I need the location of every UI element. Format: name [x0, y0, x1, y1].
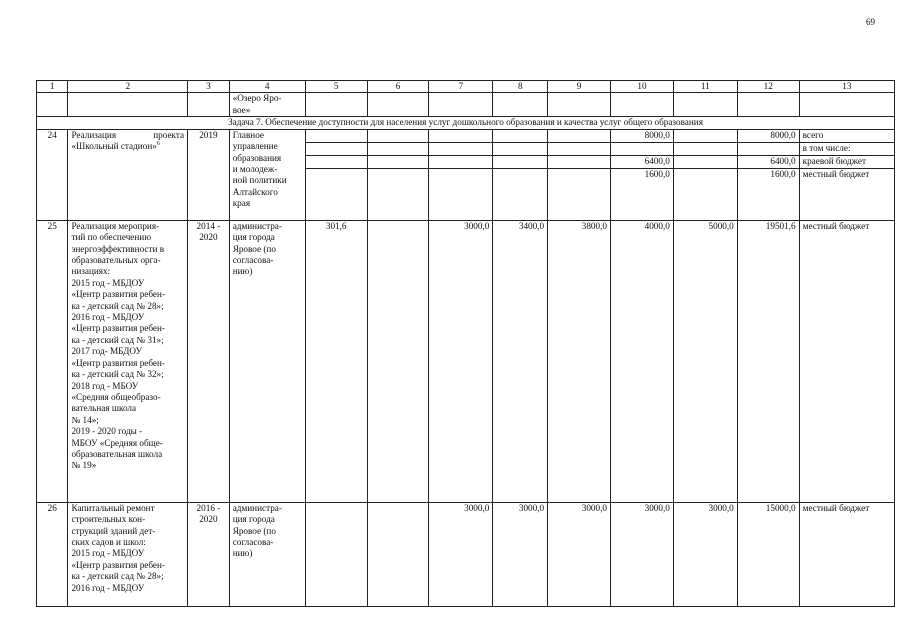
column-number: 1	[37, 81, 68, 93]
amount-cell: 3800,0	[548, 220, 611, 502]
executor-cell: администра- ция города Яровое (по согласова- нию)	[229, 502, 305, 606]
column-number: 11	[673, 81, 737, 93]
amount-cell: 3000,0	[611, 502, 674, 606]
amount-cell: 3400,0	[493, 220, 548, 502]
measure-name	[68, 129, 188, 220]
row-number: 24	[37, 129, 68, 220]
executor-cell: Главное управление образования и молодеж- ной политики Алтайского края	[229, 129, 305, 220]
amount-cell	[367, 220, 429, 502]
continuation-row	[37, 93, 895, 117]
executor-cell: «Озеро Яро- вое»	[229, 93, 305, 117]
total-cell: 19501,6	[737, 220, 799, 502]
measure-name: Реализация мероприя- тий по обеспечению энергоэффективности в образовательных орга- низациях: 2015 год - МБДОУ «Центр развития ребен- ка - детский сад № 28»; 2016 год - МБДОУ «Центр развития ребен- ка - детский сад № 31»; 2017 год- МБДОУ «Центр развития ребен- ка - детский сад № 32»; 2018 год - МБОУ «Средняя общеобразо- вательная школа № 14»; 2019 - 2020 годы - МБОУ «Средняя обще- образовательная школа № 19»	[68, 220, 188, 502]
column-number: 8	[493, 81, 548, 93]
column-number: 4	[229, 81, 305, 93]
row-number: 26	[37, 502, 68, 606]
column-number: 6	[367, 81, 429, 93]
amount-cell: 3000,0	[429, 502, 493, 606]
funding-source: местный бюджет	[799, 168, 894, 220]
measure-name-text: Реализация проекта «Школьный стадион»	[71, 129, 185, 152]
amount-cell: 3000,0	[673, 502, 737, 606]
total-cell: 15000,0	[737, 502, 799, 606]
amount-cell	[367, 502, 429, 606]
column-number: 7	[429, 81, 493, 93]
footnote-mark: 6	[156, 141, 160, 148]
column-number: 3	[188, 81, 230, 93]
amount-cell: 4000,0	[611, 220, 674, 502]
amount-cell: 8000,0	[611, 129, 674, 142]
funding-source: местный бюджет	[799, 220, 894, 502]
amount-cell: 3000,0	[548, 502, 611, 606]
period-cell: 2014 - 2020	[188, 220, 230, 502]
funding-source: всего	[799, 129, 894, 142]
table-row-26	[37, 502, 895, 606]
page-number: 69	[866, 17, 875, 27]
period-cell: 2019	[188, 129, 230, 220]
task-heading: Задача 7. Обеспечение доступности для населения услуг дошкольного образования и качества услуг общего образования	[37, 117, 895, 129]
task-heading-row	[37, 117, 895, 129]
total-cell	[737, 142, 799, 155]
amount-cell: 301,6	[305, 220, 367, 502]
program-table	[36, 80, 895, 607]
funding-source: в том числе:	[799, 142, 894, 155]
executor-cell: администра- ция города Яровое (по согласова- нию)	[229, 220, 305, 502]
table-row-25	[37, 220, 895, 502]
column-number-row	[37, 81, 895, 93]
column-number: 9	[548, 81, 611, 93]
column-number: 5	[305, 81, 367, 93]
measure-name: Капитальный ремонт строительных кон- струкций зданий дет- ских садов и школ: 2015 год - МБДОУ «Центр развития ребен- ка - детский сад № 28»; 2016 год - МБДОУ	[68, 502, 188, 606]
column-number: 10	[611, 81, 674, 93]
amount-cell: 6400,0	[611, 155, 674, 168]
period-cell: 2016 - 2020	[188, 502, 230, 606]
column-number: 2	[68, 81, 188, 93]
column-number: 13	[799, 81, 894, 93]
total-cell: 6400,0	[737, 155, 799, 168]
total-cell: 8000,0	[737, 129, 799, 142]
amount-cell: 3000,0	[493, 502, 548, 606]
amount-cell: 1600,0	[611, 168, 674, 220]
column-number: 12	[737, 81, 799, 93]
amount-cell: 5000,0	[673, 220, 737, 502]
funding-source: краевой бюджет	[799, 155, 894, 168]
total-cell: 1600,0	[737, 168, 799, 220]
funding-source: местный бюджет	[799, 502, 894, 606]
row-number: 25	[37, 220, 68, 502]
table-row-24	[37, 129, 895, 142]
amount-cell	[305, 502, 367, 606]
amount-cell: 3000,0	[429, 220, 493, 502]
amount-cell	[611, 142, 674, 155]
